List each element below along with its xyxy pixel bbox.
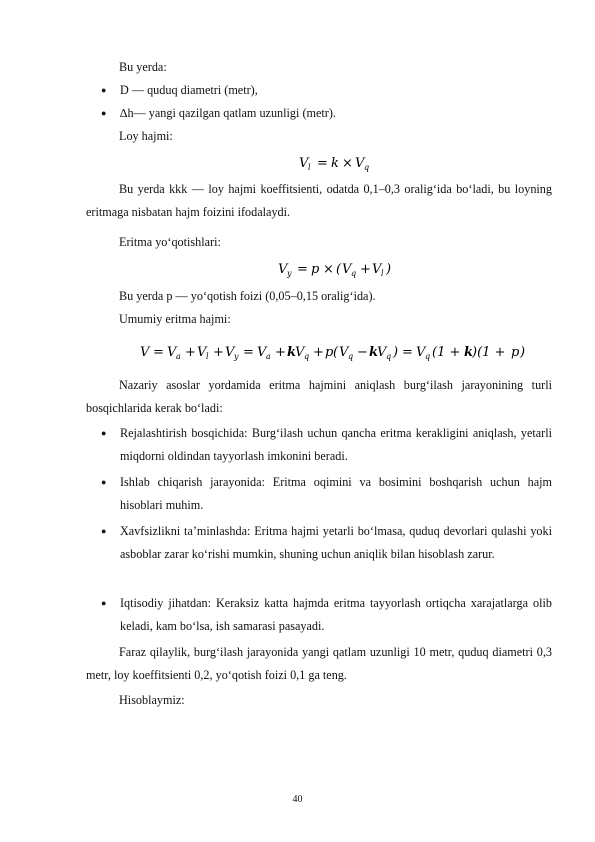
svg-text:k: k <box>331 156 339 171</box>
formula-total-volume <box>138 340 538 365</box>
svg-text:−: − <box>357 345 368 360</box>
bullet-marker: ● <box>101 428 107 438</box>
svg-text:+: + <box>275 345 286 360</box>
svg-text:p: p <box>325 345 334 360</box>
svg-text:=: = <box>243 345 254 360</box>
paragraph-loss-percent: Bu yerda p — yo‘qotish foizi (0,05–0,15 oralig‘ida). <box>119 289 376 303</box>
formula-total-volume-svg <box>138 340 538 362</box>
formula-clay-volume <box>297 151 377 176</box>
svg-text:+: + <box>213 345 224 360</box>
loy-hajmi-heading: Loy hajmi: <box>119 129 173 143</box>
svg-text:V: V <box>355 156 365 171</box>
svg-text:p: p <box>511 345 520 360</box>
svg-text:y: y <box>287 269 292 278</box>
svg-text:q: q <box>364 163 370 172</box>
svg-text:+: + <box>313 345 324 360</box>
svg-text:V: V <box>377 345 387 360</box>
page-number: 40 <box>292 794 303 805</box>
svg-text:+: + <box>360 262 371 277</box>
svg-text:q: q <box>348 352 354 361</box>
svg-text:V: V <box>416 345 426 360</box>
svg-text:(1 +: (1 + <box>432 345 461 360</box>
intro-text: Bu yerda: <box>119 60 167 74</box>
losses-heading: Eritma yo‘qotishlari: <box>119 235 221 249</box>
svg-text:V: V <box>167 345 177 360</box>
svg-text:k: k <box>464 345 474 360</box>
paragraph-theory: Nazariy asoslar yordamida eritma hajmini aniqlash burg‘ilash jarayonining turli bosqichlarida kerak bo‘ladi: <box>86 378 552 415</box>
svg-text:): ) <box>386 262 392 277</box>
formula-losses-svg <box>276 257 401 279</box>
svg-text:): ) <box>393 345 399 360</box>
svg-text:+: + <box>185 345 196 360</box>
svg-text:q: q <box>386 352 392 361</box>
bullet-diameter: D — quduq diametri (metr), <box>120 83 258 97</box>
bullet-economic: Iqtisodiy jihatdan: Keraksiz katta hajmda eritma tayyorlash ortiqcha xarajatlarga olib keladi, kam bo‘lsa, ish samarasi pasayadi. <box>120 596 552 633</box>
bullet-layer-length: ∆h— yangi qazilgan qatlam uzunligi (metr). <box>120 106 336 120</box>
svg-text:k: k <box>287 345 297 360</box>
calculate-heading: Hisoblaymiz: <box>119 693 185 707</box>
svg-text:=: = <box>297 262 308 277</box>
svg-text:V: V <box>278 262 288 277</box>
svg-text:q: q <box>351 269 357 278</box>
svg-text:V: V <box>295 345 305 360</box>
bullet-safety: Xavfsizlikni ta’minlashda: Eritma hajmi yetarli bo‘lmasa, quduq devorlari qulashi yoki asboblar zarar ko‘rishi mumkin, shuning uchun aniqlik bilan hisoblash zarur. <box>120 524 552 561</box>
total-volume-heading: Umumiy eritma hajmi: <box>119 312 231 326</box>
svg-text:V: V <box>299 156 309 171</box>
svg-text:V: V <box>197 345 207 360</box>
paragraph-example: Faraz qilaylik, burg‘ilash jarayonida yangi qatlam uzunligi 10 metr, quduq diametri 0,3 metr, loy koeffitsienti 0,2, yo‘qotish foizi 0,1 ga teng. <box>86 645 552 682</box>
svg-text:=: = <box>402 345 413 360</box>
svg-text:a: a <box>176 352 181 361</box>
svg-text:=: = <box>153 345 164 360</box>
bullet-marker: ● <box>101 477 107 487</box>
svg-text:V: V <box>342 262 352 277</box>
svg-text:V: V <box>372 262 382 277</box>
svg-text:k: k <box>369 345 379 360</box>
paragraph-clay-coefficient: Bu yerda kkk — loy hajmi koeffitsienti, odatda 0,1–0,3 oralig‘ida bo‘ladi, bu loyning eritmaga nisbatan hajm foizini ifodalaydi. <box>86 182 552 219</box>
bullet-marker: ● <box>101 526 107 536</box>
svg-text:×: × <box>323 262 334 277</box>
svg-text:a: a <box>266 352 271 361</box>
bullet-marker: ● <box>101 85 107 95</box>
svg-text:(: ( <box>336 262 342 277</box>
formula-clay-volume-svg <box>297 151 377 173</box>
svg-text:l: l <box>308 163 311 172</box>
svg-text:V: V <box>225 345 235 360</box>
svg-text:)(1 +: )(1 + <box>472 345 506 360</box>
svg-text:q: q <box>425 352 431 361</box>
svg-text:l: l <box>206 352 209 361</box>
bullet-marker: ● <box>101 598 107 608</box>
svg-text:y: y <box>234 352 239 361</box>
bullet-production: Ishlab chiqarish jarayonida: Eritma oqimini va bosimini boshqarish uchun hajm hisoblari muhim. <box>120 475 552 512</box>
svg-text:V: V <box>140 345 150 360</box>
svg-text:): ) <box>520 345 526 360</box>
svg-text:×: × <box>342 156 353 171</box>
svg-text:V: V <box>257 345 267 360</box>
svg-text:q: q <box>304 352 310 361</box>
svg-text:=: = <box>317 156 328 171</box>
bullet-marker: ● <box>101 108 107 118</box>
bullet-planning: Rejalashtirish bosqichida: Burg‘ilash uchun qancha eritma kerakligini aniqlash, yetarli miqdorni oldindan tayyorlash imkonini beradi. <box>120 426 552 463</box>
svg-text:p: p <box>311 262 320 277</box>
svg-text:V: V <box>339 345 349 360</box>
svg-text:(: ( <box>333 345 339 360</box>
formula-losses <box>276 257 401 282</box>
svg-text:l: l <box>381 269 384 278</box>
